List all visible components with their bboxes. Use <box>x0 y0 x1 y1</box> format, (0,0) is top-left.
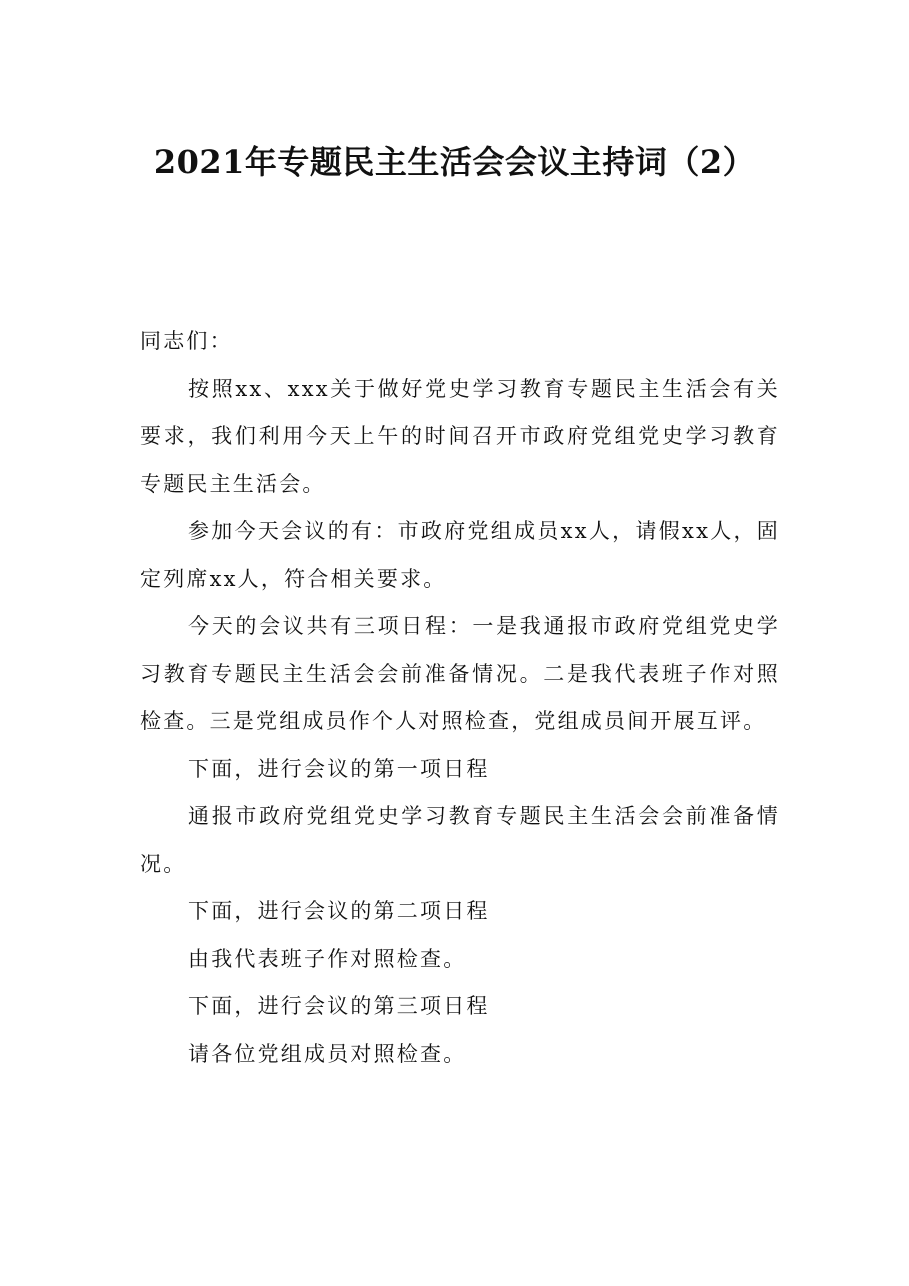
paragraph-2: 参加今天会议的有：市政府党组成员xx人，请假xx人，固定列席xx人，符合相关要求。 <box>140 519 780 591</box>
paragraph-9: 请各位党组成员对照检查。 <box>188 1041 467 1066</box>
paragraph-4: 下面，进行会议的第一项日程 <box>188 756 490 781</box>
paragraph-1: 按照xx、xxx关于做好党史学习教育专题民主生活会有关要求，我们利用今天上午的时间召开市政府党组党史学习教育专题民主生活会。 <box>140 376 780 496</box>
paragraph-8: 下面，进行会议的第三项日程 <box>188 994 490 1018</box>
paragraph-5: 通报市政府党组党史学习教育专题民主生活会会前准备情况。 <box>140 804 780 876</box>
salutation: 同志们： <box>140 329 233 353</box>
paragraph-3: 今天的会议共有三项日程：一是我通报市政府党组党史学习教育专题民主生活会会前准备情况。二是我代表班子作对照检查。三是党组成员作个人对照检查，党组成员间开展互评。 <box>140 614 780 733</box>
document-title: 2021年专题民主生活会会议主持词（2） <box>153 143 756 181</box>
document-body <box>140 318 780 1078</box>
paragraph-7: 由我代表班子作对照检查。 <box>188 946 467 971</box>
paragraph-6: 下面，进行会议的第二项日程 <box>188 899 490 923</box>
